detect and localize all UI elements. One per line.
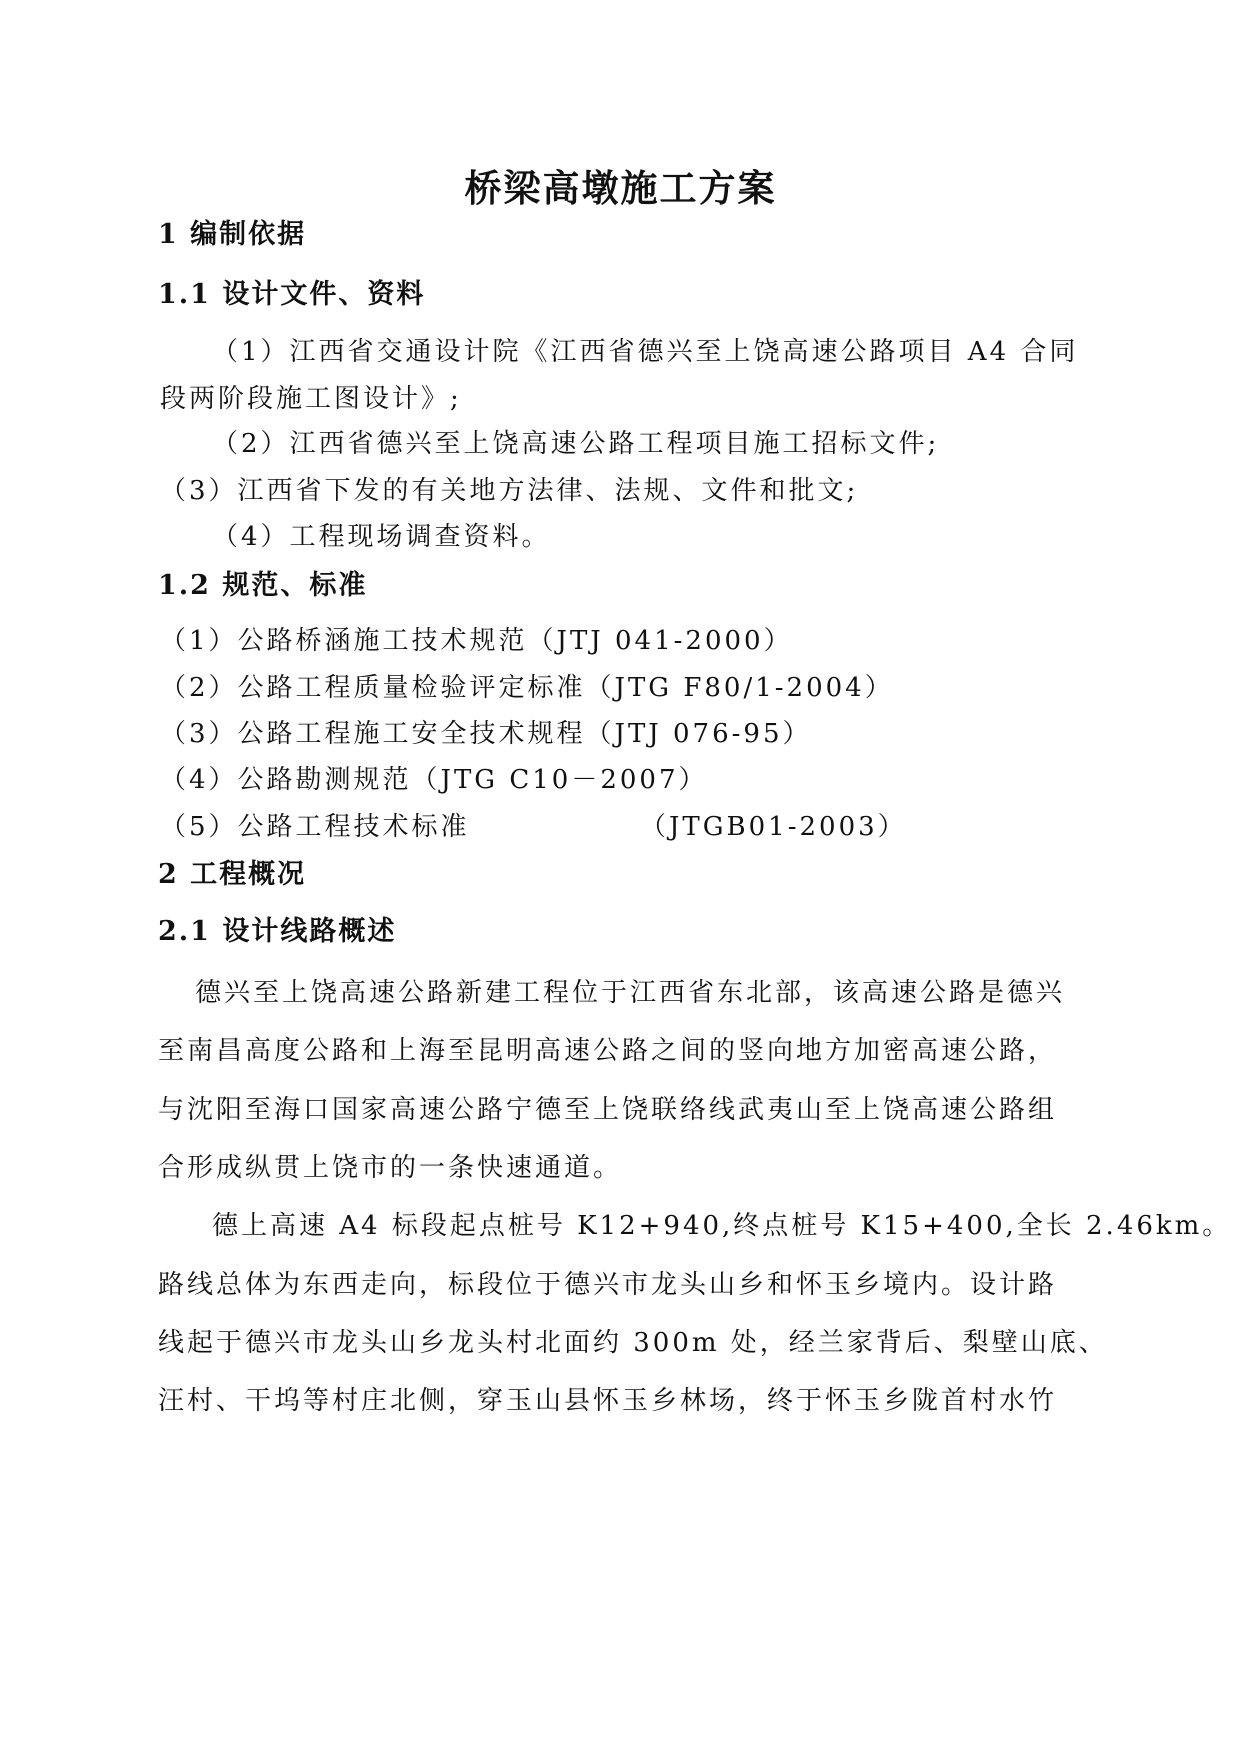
paragraph-line: 合形成纵贯上饶市的一条快速通道。 bbox=[158, 1153, 623, 1183]
list-item: （3）公路工程施工安全技术规程（JTJ 076-95） bbox=[160, 719, 812, 749]
list-item: （4）工程现场调查资料。 bbox=[212, 522, 551, 552]
paragraph-line: 汪村、干坞等村庄北侧，穿玉山县怀玉乡林场，终于怀玉乡陇首村水竹 bbox=[158, 1386, 1058, 1416]
list-item: （5）公路工程技术标准 bbox=[160, 812, 470, 842]
paragraph-line: 德上高速 A4 标段起点桩号 K12+940,终点桩号 K15+400,全长 2.46km。 bbox=[212, 1211, 1232, 1241]
list-item: （3）江西省下发的有关地方法律、法规、文件和批文; bbox=[160, 476, 859, 506]
list-item: （2）公路工程质量检验评定标准（JTG F80/1-2004） bbox=[160, 673, 894, 703]
document-title: 桥梁高墩施工方案 bbox=[464, 166, 777, 210]
paragraph-line: 路线总体为东西走向，标段位于德兴市龙头山乡和怀玉乡境内。设计路 bbox=[158, 1270, 1058, 1300]
list-item-continuation: 段两阶段施工图设计》; bbox=[160, 384, 462, 414]
paragraph-line: 德兴至上饶高速公路新建工程位于江西省东北部，该高速公路是德兴 bbox=[195, 978, 1066, 1008]
list-item: （2）江西省德兴至上饶高速公路工程项目施工招标文件; bbox=[212, 429, 940, 459]
paragraph-line: 至南昌高度公路和上海至昆明高速公路之间的竖向地方加密高速公路， bbox=[158, 1036, 1058, 1066]
heading-section-2-1: 2.1 设计线路概述 bbox=[158, 916, 397, 947]
paragraph-line: 与沈阳至海口国家高速公路宁德至上饶联络线武夷山至上饶高速公路组 bbox=[158, 1095, 1058, 1125]
heading-section-1: 1 编制依据 bbox=[158, 219, 307, 250]
list-item: （1）江西省交通设计院《江西省德兴至上饶高速公路项目 A4 合同 bbox=[212, 337, 1079, 367]
heading-section-1-1: 1.1 设计文件、资料 bbox=[158, 279, 426, 310]
list-item-code: （JTGB01-2003） bbox=[640, 812, 907, 842]
paragraph-line: 线起于德兴市龙头山乡龙头村北面约 300m 处，经兰家背后、梨壁山底、 bbox=[158, 1328, 1108, 1358]
list-item: （1）公路桥涵施工技术规范（JTJ 041-2000） bbox=[160, 626, 793, 656]
list-item: （4）公路勘测规范（JTG C10－2007） bbox=[160, 765, 708, 795]
heading-section-2: 2 工程概况 bbox=[158, 859, 307, 890]
heading-section-1-2: 1.2 规范、标准 bbox=[158, 570, 368, 601]
